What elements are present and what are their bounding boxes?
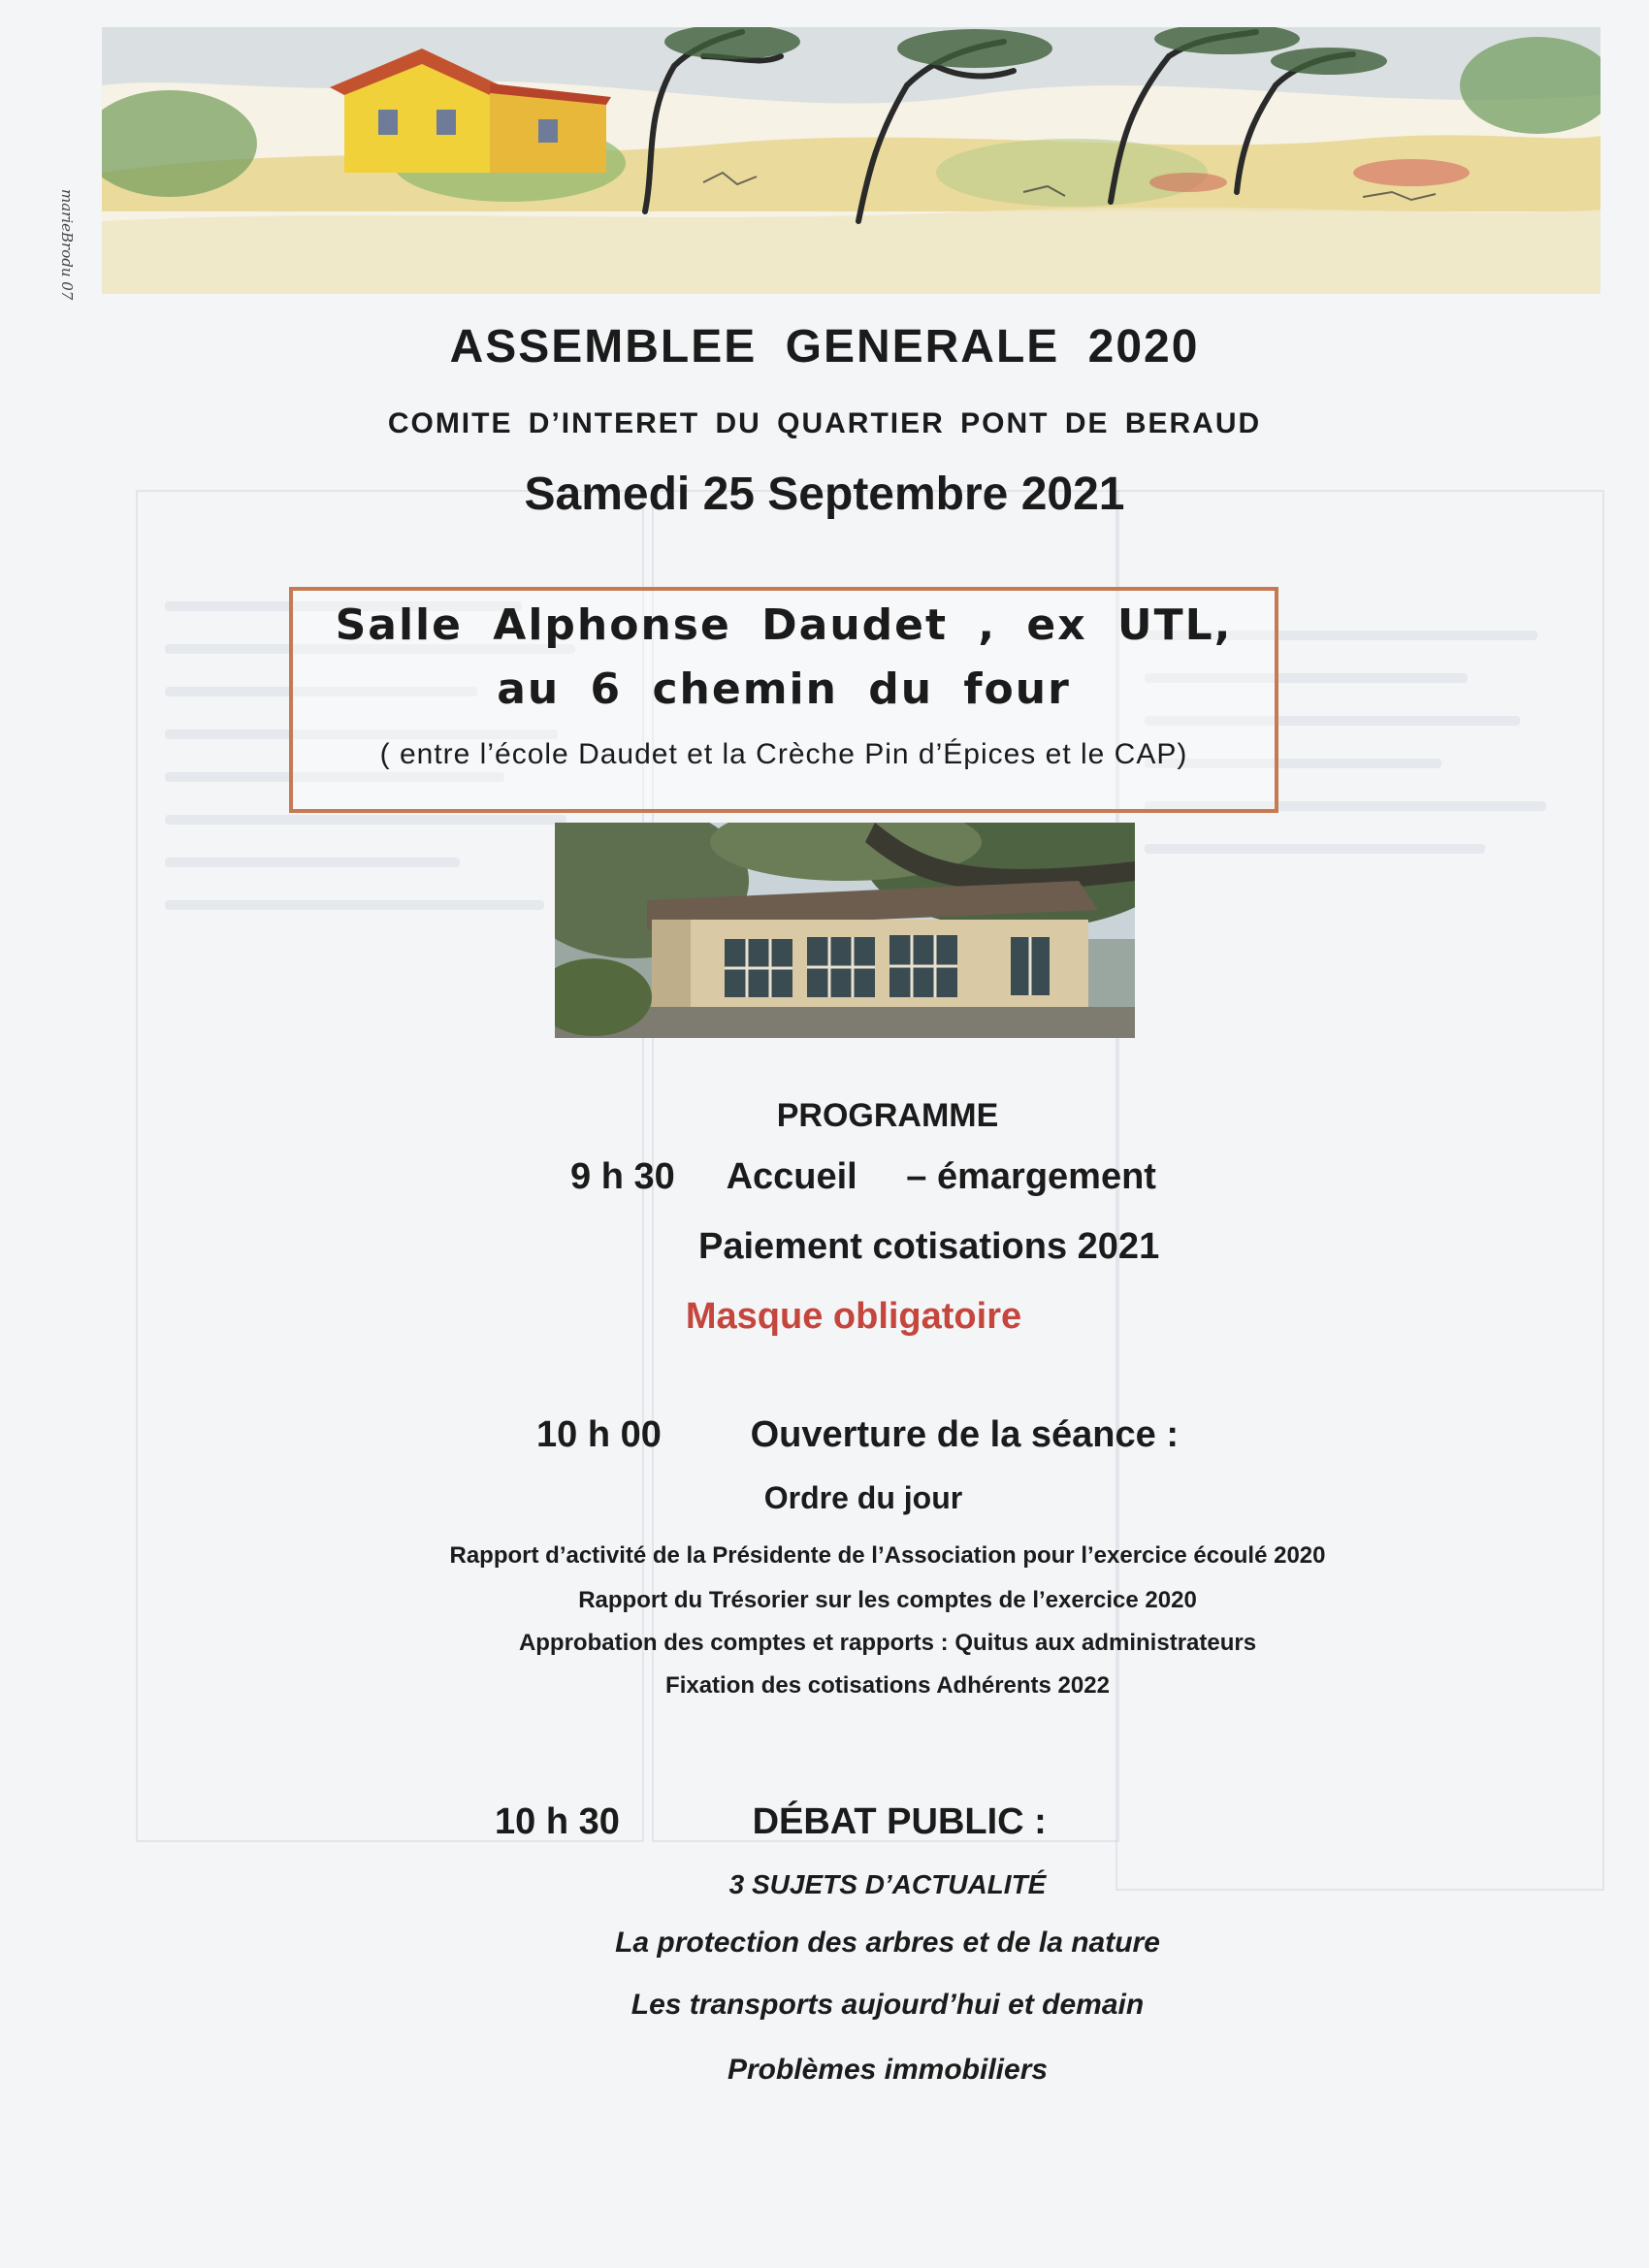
artist-signature: marieBrodu 07 (58, 189, 76, 301)
mask-notice: Masque obligatoire (685, 1296, 1022, 1337)
header-watercolor-painting (102, 27, 1600, 294)
agenda-item: Rapport d’activité de la Présidente de l’Association pour l’exercice écoulé 2020 (449, 1542, 1326, 1569)
topic-item: Les transports aujourd’hui et demain (630, 1989, 1145, 2021)
topics-heading: 3 SUJETS D’ACTUALITÉ (728, 1869, 1047, 1899)
agenda-item: Approbation des comptes et rapports : Quitus aux administrateurs (518, 1630, 1257, 1656)
agenda-item: Fixation des cotisations Adhérents 2022 (665, 1672, 1110, 1699)
schedule-row-welcome (570, 1156, 1156, 1198)
topic-item: La protection des arbres et de la nature (615, 1927, 1160, 1959)
agenda-heading: Ordre du jour (763, 1480, 963, 1515)
schedule-detail: – émargement (906, 1156, 1156, 1197)
event-date: Samedi 25 Septembre 2021 (524, 469, 1125, 520)
schedule-row-opening (536, 1414, 1179, 1456)
schedule-activity: Ouverture de la séance : (750, 1414, 1179, 1455)
schedule-row-debate (495, 1801, 1047, 1843)
page-subtitle: COMITE D’INTERET DU QUARTIER PONT DE BERAUD (387, 407, 1262, 439)
page-title: ASSEMBLEE GENERALE 2020 (449, 321, 1200, 373)
venue-address: au 6 chemin du four (497, 664, 1071, 714)
venue-box (289, 587, 1278, 813)
venue-name: Salle Alphonse Daudet , ex UTL, (335, 600, 1233, 650)
building-photo (555, 823, 1135, 1038)
schedule-activity: DÉBAT PUBLIC : (752, 1801, 1047, 1842)
programme-heading: PROGRAMME (776, 1097, 999, 1134)
schedule-time: 10 h 00 (536, 1414, 662, 1455)
schedule-time: 9 h 30 (570, 1156, 675, 1197)
payment-notice: Paiement cotisations 2021 (698, 1226, 1160, 1267)
venue-directions: ( entre l’école Daudet et la Crèche Pin d’Épices et le CAP) (379, 738, 1188, 770)
agenda-item: Rapport du Trésorier sur les comptes de l’exercice 2020 (578, 1587, 1197, 1613)
schedule-activity: Accueil (726, 1156, 857, 1197)
schedule-time: 10 h 30 (495, 1801, 620, 1842)
topic-item: Problèmes immobiliers (727, 2054, 1049, 2086)
